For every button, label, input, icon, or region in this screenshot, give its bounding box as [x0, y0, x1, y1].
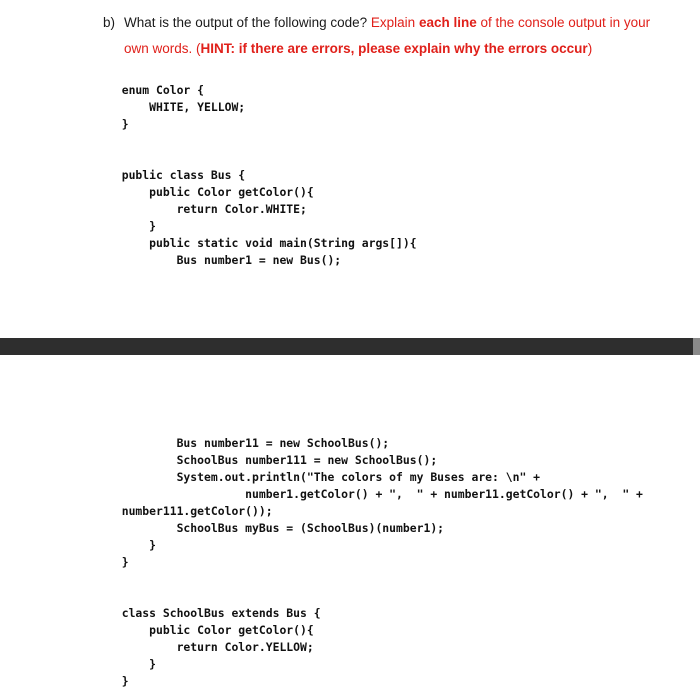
code-line: class SchoolBus extends Bus {	[108, 606, 321, 620]
code-line: number111.getColor());	[108, 504, 273, 518]
code-line: }	[108, 657, 157, 671]
code-line: System.out.println("The colors of my Buses are: \n" +	[108, 470, 541, 484]
instruction-continued: own words. (	[124, 41, 201, 56]
code-line: SchoolBus number111 = new SchoolBus();	[108, 453, 438, 467]
code-line	[108, 133, 417, 150]
code-line: }	[108, 117, 129, 131]
code-line: Bus number11 = new SchoolBus();	[108, 436, 390, 450]
code-line: public static void main(String args[]){	[108, 236, 417, 250]
code-line: return Color.WHITE;	[108, 202, 307, 216]
question-line-2	[103, 36, 683, 62]
code-line: Bus number1 = new Bus();	[108, 253, 342, 267]
instruction-rest: of the console output in your	[476, 15, 651, 30]
hint-text: HINT: if there are errors, please explain why the errors occur	[200, 41, 588, 56]
code-line: public Color getColor(){	[108, 185, 314, 199]
code-line: public class Bus {	[108, 168, 246, 182]
code-block-bottom	[108, 435, 643, 690]
question-label: b)	[103, 15, 116, 30]
question-line-1	[103, 10, 683, 36]
code-line: number1.getColor() + ", " + number11.getColor() + ", " +	[108, 487, 643, 501]
code-line	[108, 571, 643, 588]
code-line: enum Color {	[108, 83, 205, 97]
instruction-emphasis: each line	[418, 15, 477, 30]
code-line: }	[108, 538, 157, 552]
hint-close: )	[587, 41, 593, 56]
code-line: public Color getColor(){	[108, 623, 314, 637]
question-prompt: What is the output of the following code?	[124, 15, 371, 30]
instruction-explain: Explain	[370, 15, 419, 30]
code-block-top	[108, 82, 417, 269]
question-text	[103, 10, 683, 62]
code-line: }	[108, 555, 129, 569]
page-divider	[0, 338, 700, 355]
code-line: }	[108, 674, 129, 688]
code-line: return Color.YELLOW;	[108, 640, 314, 654]
code-line: }	[108, 219, 157, 233]
code-line: WHITE, YELLOW;	[108, 100, 246, 114]
code-line	[108, 588, 643, 605]
divider-edge	[693, 338, 700, 355]
code-line	[108, 150, 417, 167]
code-line: SchoolBus myBus = (SchoolBus)(number1);	[108, 521, 445, 535]
